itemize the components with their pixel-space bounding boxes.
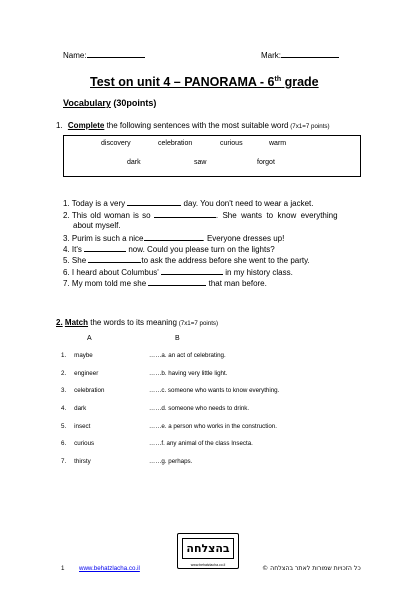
match-def: ……a. an act of celebrating.: [149, 352, 226, 359]
word-bank-item: discovery: [101, 140, 131, 147]
column-b-header: B: [175, 335, 180, 342]
sentence-5: 5. She to ask the address before she went to the party.: [63, 256, 310, 265]
name-blank: [87, 50, 145, 58]
match-def: ……g. perhaps.: [149, 458, 193, 465]
word-bank-item: warm: [269, 140, 287, 147]
word-bank-item: dark: [127, 159, 141, 166]
sentence-6: 6. I heard about Columbus' in my history class.: [63, 268, 293, 277]
match-def: ……f. any animal of the class Insecta.: [149, 440, 253, 447]
mark-label: Mark:: [261, 51, 281, 60]
page-title: Test on unit 4 – PANORAMA - 6th grade: [90, 75, 319, 89]
page-number: 1: [61, 565, 65, 572]
match-row: 6. curious: [61, 440, 95, 447]
q2-instruction: 2. Match the words to its meaning (7x1=7 points): [56, 318, 219, 327]
match-row: 7. thirsty: [61, 458, 91, 465]
match-row: 3. celebration: [61, 387, 105, 394]
sentence-4: 4. It's now. Could you please turn on the lights?: [63, 245, 275, 254]
match-def: ……d. someone who needs to drink.: [149, 405, 250, 412]
name-field: [63, 50, 145, 60]
word-bank-item: saw: [194, 159, 207, 166]
sentence-3: 3. Purim is such a nice . Everyone dresses up!: [63, 234, 285, 243]
word-bank-item: curious: [220, 140, 243, 147]
mark-blank: [281, 50, 339, 58]
match-row: 4. dark: [61, 405, 87, 412]
copyright-text: כל הזכויות שמורות לאתר בהצלחה ©: [262, 565, 361, 572]
logo-text: בהצלחה: [182, 538, 234, 559]
logo-url: www.behatzlacha.co.il: [190, 563, 226, 567]
match-row: 1. maybe: [61, 352, 93, 359]
match-def: ……b. having very little light.: [149, 370, 228, 377]
section-heading: Vocabulary (30points): [63, 98, 157, 108]
sentence-2-cont: about myself.: [73, 221, 121, 230]
word-bank-item: forgot: [257, 159, 275, 166]
q1-instruction: 1. Complete the following sentences with the most suitable word (7x1=7 points): [56, 121, 330, 130]
column-a-header: A: [87, 335, 92, 342]
site-logo: [177, 533, 239, 569]
match-def: ……e. a person who works in the construction.: [149, 423, 277, 430]
match-row: 2. engineer: [61, 370, 99, 377]
sentence-1: 1. Today is a very day. You don't need to wear a jacket.: [63, 199, 314, 208]
name-label: Name:: [63, 51, 87, 60]
mark-field: [261, 50, 339, 60]
sentence-7: 7. My mom told me she that man before.: [63, 279, 267, 288]
match-row: 5. insect: [61, 423, 91, 430]
footer-link[interactable]: [79, 565, 140, 572]
website-link[interactable]: www.behatzlacha.co.il: [79, 565, 140, 572]
sentence-2: 2. This old woman is so . She wants to know everything: [63, 211, 338, 220]
word-bank-item: celebration: [158, 140, 193, 147]
match-def: ……c. someone who wants to know everything.: [149, 387, 280, 394]
